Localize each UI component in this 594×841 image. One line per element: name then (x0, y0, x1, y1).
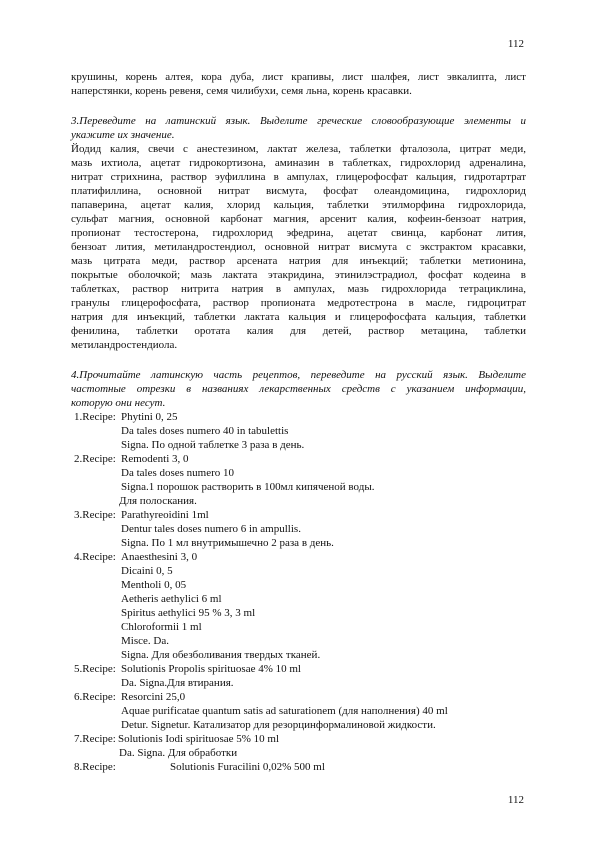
text-line: натрия для инъекций, таблетки лактата кальция и глицерофосфата кальция, таблетки (71, 311, 526, 323)
recipe-label: 5.Recipe: (74, 663, 116, 675)
intro-paragraph (71, 70, 526, 98)
text-line: частотные отрезки в названиях лекарственных средств с указанием информации, (71, 383, 526, 395)
recipe-line: Signa.1 порошок растворить в 100мл кипяченой воды. (121, 481, 375, 493)
text-line: таблетках, раствор нитрита натрия в ампулах, мазь гидрохлорида тетрациклина, (71, 283, 526, 295)
text-line: папаверина, ацетат калия, хлорид кальция, таблетки этилморфина гидрохлорида, (71, 199, 526, 211)
recipe-line: Da. Signa.Для втирания. (121, 677, 234, 689)
recipe-1 (71, 410, 526, 452)
recipe-line: Aquae purificatae quantum satis ad saturationem (для наполнения) 40 ml (121, 705, 448, 717)
page-number-top: 112 (507, 38, 524, 50)
recipe-label: 2.Recipe: (74, 453, 116, 465)
recipe-label: 6.Recipe: (74, 691, 116, 703)
recipe-line: Spiritus aethylici 95 % 3, 3 ml (121, 607, 256, 619)
page-number-bottom: 112 (507, 794, 524, 806)
recipe-line: Mentholi 0, 05 (121, 579, 187, 591)
recipe-ingredient: Anaesthesini 3, 0 (121, 551, 198, 563)
recipe-8 (71, 760, 526, 774)
text-line: фенилина, таблетки оротата калия для детей, раствор метацина, таблетки (71, 325, 526, 337)
recipe-3 (71, 508, 526, 550)
recipe-line: Для полоскания. (119, 495, 197, 507)
text-line: гранулы глицерофосфата, раствор пропионата медротестрона в масле, гидроцитрат (71, 297, 526, 309)
recipe-ingredient: Parathyreoidini 1ml (121, 509, 209, 521)
recipe-line: Da. Signa. Для обработки (119, 747, 238, 759)
task3-body (71, 142, 526, 352)
recipe-label: 3.Recipe: (74, 509, 116, 521)
recipe-line: Chloroformii 1 ml (121, 621, 202, 633)
text-line: 3.Переведите на латинский язык. Выделите греческие словообразующие элементы и (71, 115, 526, 127)
recipe-label: 7.Recipe: (74, 733, 116, 745)
text-line: бензоат лития, метиландростендиол, основной нитрат висмута с экстрактом красавки, (71, 241, 526, 253)
recipe-line: Aetheris aethylici 6 ml (121, 593, 222, 605)
text-line: укажите их значение. (71, 129, 175, 141)
recipe-line: Da tales doses numero 40 in tabulettis (121, 425, 289, 437)
recipe-line: Da tales doses numero 10 (121, 467, 235, 479)
text-line: Йодид калия, свечи с анестезином, лактат железа, таблетки фталозола, цитрат меди, (71, 143, 526, 155)
recipe-ingredient: Remodenti 3, 0 (121, 453, 189, 465)
recipe-ingredient: Solutionis Propolis spirituosae 4% 10 ml (121, 663, 301, 675)
text-line: мазь ихтиола, ацетат гидрокортизона, аминазин в таблетках, гидрохлорид адреналина, (71, 157, 526, 169)
recipe-4 (71, 550, 526, 662)
recipe-line: Detur. Signetur. Катализатор для резорцинформалиновой жидкости. (121, 719, 436, 731)
recipe-line: Dentur tales doses numero 6 in ampullis. (121, 523, 301, 535)
text-line: крушины, корень алтея, кора дуба, лист крапивы, лист шалфея, лист эвкалипта, лист (71, 71, 526, 83)
recipe-ingredient: Solutionis Iodi spirituosae 5% 10 ml (118, 733, 280, 745)
text-line: мазь цитрата меди, раствор арсената натрия для инъекций; таблетки метионина, (71, 255, 526, 267)
recipe-ingredient: Phytini 0, 25 (121, 411, 178, 423)
recipe-line: Signa. По одной таблетке 3 раза в день. (121, 439, 305, 451)
recipe-ingredient: Solutionis Furacilini 0,02% 500 ml (170, 761, 325, 773)
recipe-ingredient: Resorcini 25,0 (121, 691, 186, 703)
recipe-label: 4.Recipe: (74, 551, 116, 563)
recipe-2 (71, 452, 526, 508)
task4-heading (71, 368, 526, 410)
page-content (71, 70, 526, 774)
recipe-line: Signa. Для обезболивания твердых тканей. (121, 649, 321, 661)
recipe-5 (71, 662, 526, 690)
recipe-line: Signa. По 1 мл внутримышечно 2 раза в день. (121, 537, 334, 549)
recipe-label: 8.Recipe: (74, 761, 116, 773)
text-line: пропионат тестостерона, гидрохлорид эфедрина, ацетат свинца, карбонат лития, (71, 227, 526, 239)
text-line: покрытые оболочкой; мазь лактата этакридина, этинилэстрадиол, фосфат кодеина в (71, 269, 526, 281)
text-line: наперстянки, корень ревеня, семя чилибухи, семя льна, корень красавки. (71, 85, 412, 97)
recipe-7 (71, 732, 526, 760)
text-line: которую они несут. (71, 397, 166, 409)
recipe-6 (71, 690, 526, 732)
text-line: метиландростендиола. (71, 339, 178, 351)
text-line: платифиллина, основной нитрат висмута, фосфат олеандомицина, гидрохлорид (71, 185, 526, 197)
text-line: нитрат стрихнина, раствор эуфиллина в ампулах, глицерофосфат кальция, гидротартрат (71, 171, 526, 183)
task3-heading (71, 114, 526, 142)
recipe-line: Dicaini 0, 5 (121, 565, 173, 577)
text-line: сульфат магния, основной карбонат магния, арсенит калия, кофеин-бензоат натрия, (71, 213, 526, 225)
text-line: 4.Прочитайте латинскую часть рецептов, переведите на русский язык. Выделите (71, 369, 526, 381)
recipe-line: Misce. Da. (121, 635, 169, 647)
recipe-label: 1.Recipe: (74, 411, 116, 423)
